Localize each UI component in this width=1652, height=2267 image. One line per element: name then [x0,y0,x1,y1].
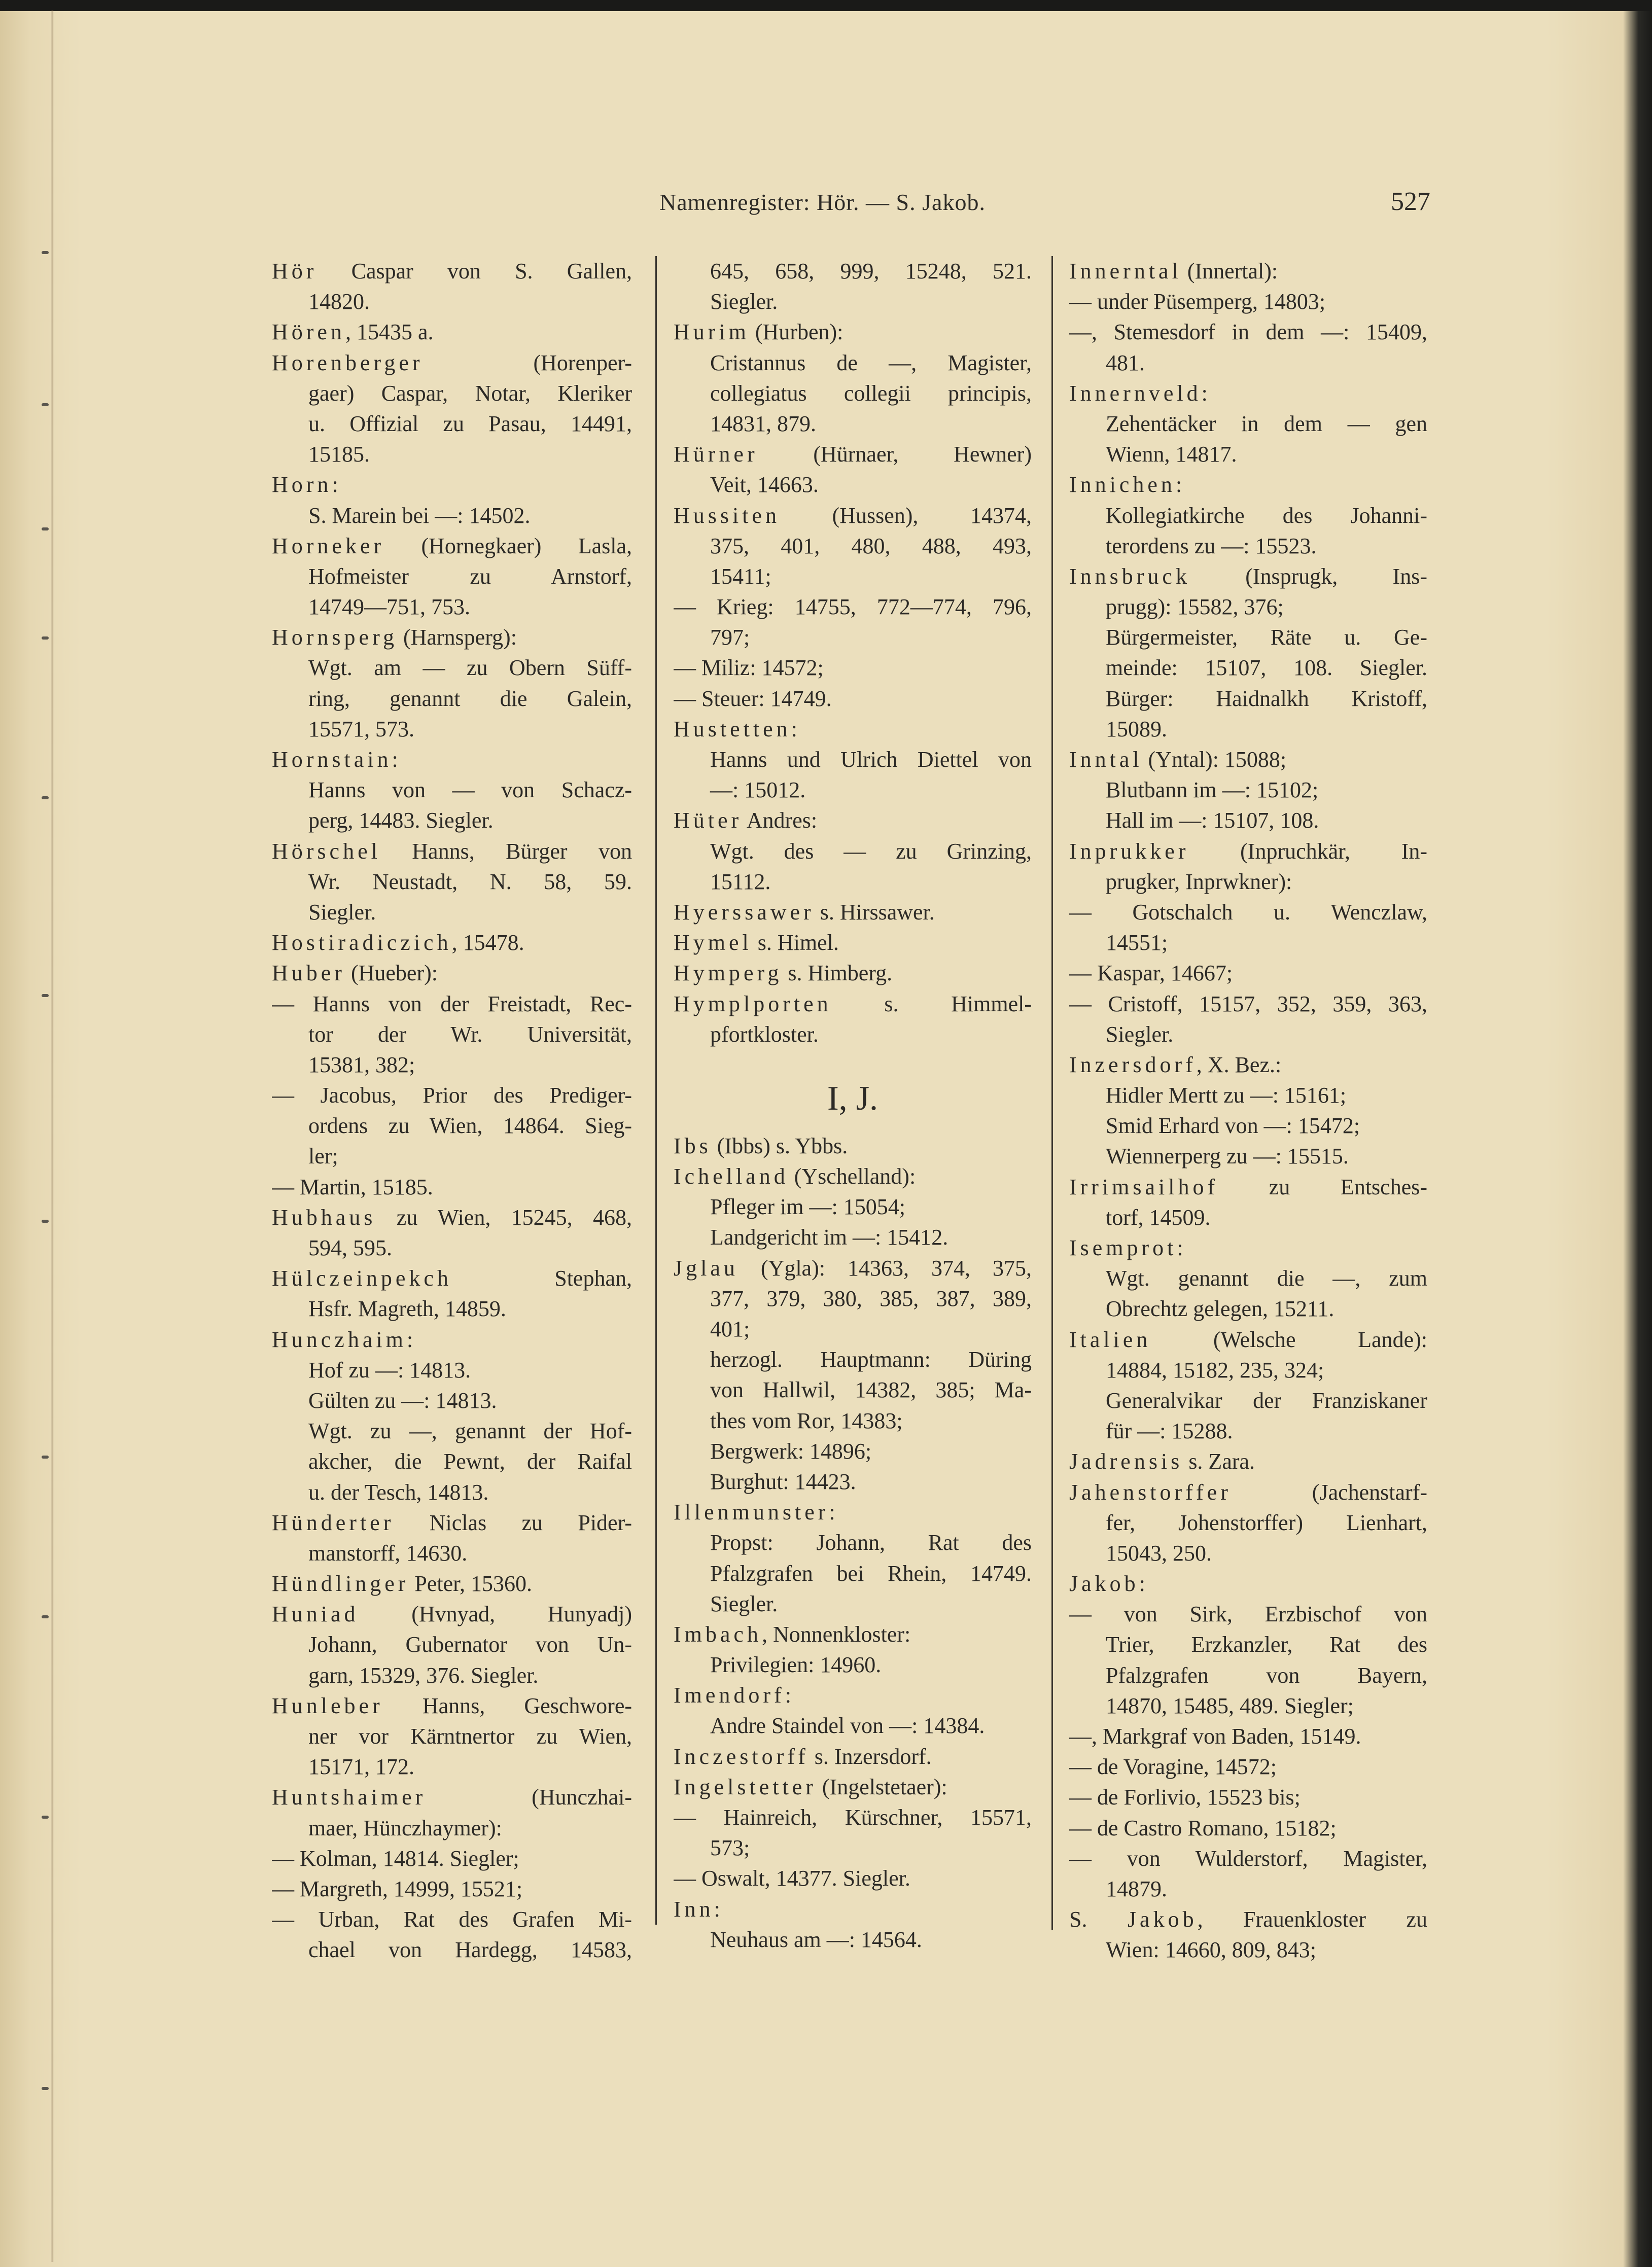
margin-mark [42,251,49,254]
index-line: — Kolman, 14814. Siegler; [272,1846,519,1871]
headword: Jakob [1069,1571,1139,1597]
index-line: —, Stemesdorf in dem —: 15409, [1069,320,1427,345]
index-line: Siegler. [308,899,376,925]
index-line: Wgt. des — zu Grinzing, [710,838,1032,864]
index-entry-line: Innerntal (Innertal): [1069,259,1278,284]
headword: Hör [272,259,318,284]
index-entry-line: Hyerssawer s. Hirssawer. [674,899,935,925]
index-line: — Steuer: 14749. [674,686,832,711]
margin-mark [42,1615,49,1618]
index-line: chael von Hardegg, 14583, [308,1937,632,1963]
index-line: Kollegiatkirche des Johanni- [1106,503,1427,528]
index-line: perg, 14483. Siegler. [308,808,494,833]
headword: Inntal [1069,747,1143,772]
index-line: thes vom Ror, 14383; [710,1408,903,1433]
index-entry-line: Jahenstorffer (Jachenstarf- [1069,1479,1427,1505]
index-line: von Hallwil, 14382, 385; Ma- [710,1377,1032,1403]
index-line: 15411; [710,563,771,589]
index-line: 797; [710,625,750,650]
index-line: prugg): 15582, 376; [1106,594,1284,620]
column-rule [1051,256,1053,1930]
index-line: Hsfr. Magreth, 14859. [308,1296,506,1322]
headword: Innerntal [1069,259,1182,284]
index-entry-line: Imendorf: [674,1683,791,1708]
index-line: —: 15012. [710,777,806,803]
index-line: Hof zu —: 14813. [308,1357,471,1383]
index-line: Wgt. am — zu Obern Süff- [308,655,632,681]
page-number: 527 [1391,187,1430,216]
headword: Italien [1069,1327,1151,1352]
headword: Innichen [1069,472,1176,498]
index-line: 573; [710,1835,750,1861]
index-line: — Jacobus, Prior des Prediger- [272,1083,632,1108]
index-entry-line: Hymperg s. Himberg. [674,961,893,986]
index-entry-line: Inzersdorf, X. Bez.: [1069,1052,1282,1077]
headword: Hunleber [272,1693,383,1718]
index-line: Bürgermeister, Räte u. Ge- [1106,625,1427,650]
index-line: Pfalzgrafen bei Rhein, 14749. [710,1561,1032,1586]
index-line: Veit, 14663. [710,472,819,498]
index-line: Wiennerperg zu —: 15515. [1106,1144,1349,1169]
index-entry-line: Ibs (Ibbs) s. Ybbs. [674,1133,848,1158]
headword: Hürner [674,442,758,467]
index-column-1 [272,256,632,1966]
index-entry-line: Inprukker (Inpruchkär, In- [1069,838,1427,864]
index-line: herzogl. Hauptmann: Düring [710,1347,1032,1372]
headword: Ichelland [674,1164,789,1189]
index-line: 15381, 382; [308,1052,415,1077]
index-entry-line: Hunleber Hanns, Geschwore- [272,1693,632,1718]
index-line: Burghut: 14423. [710,1469,856,1494]
headword: Innernveld [1069,380,1202,406]
index-line: Hofmeister zu Arnstorf, [308,563,632,589]
index-entry-line: Hymel s. Himel. [674,930,839,955]
index-entry-line: Jadrensis s. Zara. [1069,1449,1255,1474]
index-line: — under Püsemperg, 14803; [1069,289,1326,314]
index-line: — Martin, 15185. [272,1174,433,1199]
index-line: — Oswalt, 14377. Siegler. [674,1866,910,1891]
index-line: Privilegien: 14960. [710,1652,882,1678]
index-entry-line: Ingelstetter (Ingelstetaer): [674,1774,947,1799]
index-line: Trier, Erzkanzler, Rat des [1106,1632,1427,1657]
index-entry-line: Jglau (Ygla): 14363, 374, 375, [674,1255,1032,1281]
index-line: Blutbann im —: 15102; [1106,777,1319,803]
index-entry-line: Hymplporten s. Himmel- [674,991,1032,1016]
index-line: manstorff, 14630. [308,1540,468,1566]
index-line: 481. [1106,350,1145,375]
index-line: Bergwerk: 14896; [710,1438,872,1464]
index-line: tor der Wr. Universität, [308,1021,632,1047]
index-line: 14879. [1106,1876,1167,1901]
index-line: Hanns von — von Schacz- [308,777,632,803]
index-line: Hall im —: 15107, 108. [1106,808,1319,833]
index-line: für —: 15288. [1106,1419,1233,1444]
headword: Innsbruck [1069,563,1190,589]
index-line: — von Sirk, Erzbischof von [1069,1602,1427,1627]
index-entry-line: Ichelland (Yschelland): [674,1164,916,1189]
margin-mark [42,636,49,640]
index-line: 14551; [1106,930,1168,955]
index-entry-line: Hüter Andres: [674,808,818,833]
index-line: — Gotschalch u. Wenczlaw, [1069,899,1427,925]
headword: Hyerssawer [674,899,815,925]
headword: Horneker [272,533,385,558]
index-line: — Urban, Rat des Grafen Mi- [272,1907,632,1932]
index-line: collegiatus collegii principis, [710,380,1032,406]
index-entry-line: Innsbruck (Insprugk, Ins- [1069,563,1427,589]
index-entry-line: Hornstain: [272,747,398,772]
margin-mark [42,994,49,997]
index-line: 594, 595. [308,1235,392,1260]
index-line: torf, 14509. [1106,1205,1211,1230]
index-line: prugker, Inprwkner): [1106,869,1292,894]
index-column-2 [674,256,1032,1955]
index-column-3 [1069,256,1427,1966]
index-entry-line: Inn: [674,1896,720,1922]
headword: Inn [674,1896,714,1922]
index-line: —, Markgraf von Baden, 15149. [1069,1724,1361,1749]
headword: Hüter [674,808,743,833]
index-line: u. der Tesch, 14813. [308,1479,489,1505]
index-line: 15571, 573. [308,716,414,741]
index-line: — Hainreich, Kürschner, 15571, [674,1805,1032,1830]
index-line: Siegler. [710,1591,778,1616]
index-line: Pfalzgrafen von Bayern, [1106,1662,1427,1688]
index-line: Cristannus de —, Magister, [710,350,1032,375]
index-line: ler; [308,1144,338,1169]
margin-mark [42,1816,49,1819]
section-heading: I, J. [827,1078,878,1117]
headword: Hussiten [674,503,780,528]
headword: Huntshaimer [272,1785,427,1810]
headword: Hornstain [272,747,392,772]
index-line: 14749—751, 753. [308,594,470,620]
index-entry-line: Illenmunster: [674,1500,835,1525]
index-entry-line: Hustetten: [674,716,797,741]
headword: Hören [272,320,345,345]
index-line: terordens zu —: 15523. [1106,533,1317,558]
index-entry-line: Innernveld: [1069,380,1208,406]
index-line: Zehentäcker in dem — gen [1106,411,1427,436]
index-line: — Kaspar, 14667; [1069,961,1233,986]
index-line: — Margreth, 14999, 15521; [272,1876,523,1901]
index-line: 377, 379, 380, 385, 387, 389, [710,1286,1032,1311]
index-entry-line: Italien (Welsche Lande): [1069,1327,1427,1352]
index-entry-line: Hörschel Hanns, Bürger von [272,838,632,864]
index-entry-line: Hünderter Niclas zu Pider- [272,1510,632,1535]
index-line: 14884, 15182, 235, 324; [1106,1357,1324,1383]
index-line: Johann, Gubernator von Un- [308,1632,632,1657]
index-entry-line: Hostiradiczich, 15478. [272,930,524,955]
index-entry-line: Hülczeinpekch Stephan, [272,1266,632,1291]
headword: Inczestorff [674,1744,809,1769]
headword: Huber [272,961,345,986]
index-line: Neuhaus am —: 14564. [710,1927,922,1952]
headword: Hymel [674,930,752,955]
index-line: Wien: 14660, 809, 843; [1106,1937,1316,1963]
index-line: Wr. Neustadt, N. 58, 59. [308,869,632,894]
index-line: 14831, 879. [710,411,816,436]
index-line: akcher, die Pewnt, der Raifal [308,1449,632,1474]
index-line: Wgt. zu —, genannt der Hof- [308,1419,632,1444]
headword: Ibs [674,1133,712,1158]
headword: Ingelstetter [674,1774,817,1799]
index-entry-line: Irrimsailhof zu Entsches- [1069,1174,1427,1199]
headword: Irrimsailhof [1069,1174,1219,1199]
index-line: 14820. [308,289,370,314]
index-entry-line: Huntshaimer (Hunczhai- [272,1785,632,1810]
headword: Hülczeinpekch [272,1266,452,1291]
index-entry-line: Horn: [272,472,338,498]
index-line: — Hanns von der Freistadt, Rec- [272,991,632,1016]
index-entry-line: S. Jakob, Frauenkloster zu [1069,1907,1427,1932]
index-line: Hanns und Ulrich Diettel von [710,747,1032,772]
index-entry-line: Hunczhaim: [272,1327,413,1352]
index-entry-line: Hündlinger Peter, 15360. [272,1571,533,1597]
page-gutter [51,10,54,2262]
margin-mark [42,2087,49,2090]
headword: Hündlinger [272,1571,409,1597]
headword: Hurim [674,320,750,345]
index-entry-line: Huniad (Hvnyad, Hunyadj) [272,1602,632,1627]
index-entry-line: Innichen: [1069,472,1182,498]
index-entry-line: Hürner (Hürnaer, Hewner) [674,442,1032,467]
index-line: Obrechtz gelegen, 15211. [1106,1296,1334,1322]
index-line: 14870, 15485, 489. Siegler; [1106,1693,1354,1718]
index-line: ring, genannt die Galein, [308,686,632,711]
index-line: ner vor Kärntnertor zu Wien, [308,1724,632,1749]
headword: Hünderter [272,1510,395,1535]
index-line: 15171, 172. [308,1754,414,1780]
index-line: — Miliz: 14572; [674,655,824,681]
index-line: — de Forlivio, 15523 bis; [1069,1785,1300,1810]
index-line: 645, 658, 999, 15248, 521. [710,259,1032,284]
headword: Imendorf [674,1683,785,1708]
index-line: Wienn, 14817. [1106,442,1237,467]
index-line: pfortkloster. [710,1021,819,1047]
scan-border [0,0,1652,11]
index-entry-line: Hör Caspar von S. Gallen, [272,259,632,284]
headword: Jahenstorffer [1069,1479,1232,1505]
index-line: garn, 15329, 376. Siegler. [308,1662,539,1688]
headword: Hunczhaim [272,1327,407,1352]
margin-mark [42,403,49,406]
index-entry-line: Hören, 15435 a. [272,320,434,345]
index-line: u. Offizial zu Pasau, 14491, [308,411,632,436]
index-line: gaer) Caspar, Notar, Kleriker [308,380,632,406]
headword: Hörschel [272,838,381,864]
index-line: meinde: 15107, 108. Siegler. [1106,655,1427,681]
headword: Hymperg [674,961,783,986]
headword: Imbach [674,1621,762,1647]
headword: Huniad [272,1602,359,1627]
margin-mark [42,796,49,799]
index-entry-line: Horneker (Hornegkaer) Lasla, [272,533,632,558]
index-line: 15185. [308,442,370,467]
index-entry-line: Horenberger (Horenper- [272,350,632,375]
index-line: 15089. [1106,716,1167,741]
index-entry-line: Hubhaus zu Wien, 15245, 468, [272,1205,632,1230]
index-entry-line: Huber (Hueber): [272,961,438,986]
index-line: Pfleger im —: 15054; [710,1194,905,1220]
headword: Illenmunster [674,1500,829,1525]
headword: Horn [272,472,332,498]
index-line: maer, Hünczhaymer): [308,1815,502,1840]
headword: Hostiradiczich [272,930,452,955]
index-line: 15112. [710,869,771,894]
index-line: Gülten zu —: 14813. [308,1388,497,1413]
index-line: Wgt. genannt die —, zum [1106,1266,1427,1291]
index-line: 401; [710,1317,750,1341]
index-line: Propst: Johann, Rat des [710,1530,1032,1555]
running-head: Namenregister: Hör. — S. Jakob. [659,189,986,215]
headword: Inprukker [1069,838,1189,864]
index-line: — de Voragine, 14572; [1069,1754,1277,1780]
index-line: — von Wulderstorf, Magister, [1069,1846,1427,1871]
index-entry-line: Inczestorff s. Inzersdorf. [674,1744,932,1769]
index-entry-line: Hussiten (Hussen), 14374, [674,503,1032,528]
margin-mark [42,1456,49,1459]
index-entry-line: Isemprot: [1069,1235,1183,1260]
index-line: Siegler. [710,289,778,314]
column-rule [655,256,657,1925]
headword: Isemprot [1069,1235,1177,1260]
index-line: fer, Johenstorffer) Lienhart, [1106,1510,1427,1535]
index-line: Smid Erhard von —: 15472; [1106,1113,1360,1139]
index-entry-line: Hornsperg (Harnsperg): [272,625,517,650]
index-line: — Cristoff, 15157, 352, 359, 363, [1069,991,1427,1016]
index-entry-line: Jakob: [1069,1571,1145,1597]
index-line: 375, 401, 480, 488, 493, [710,533,1032,558]
index-line: 15043, 250. [1106,1540,1212,1566]
headword: Hubhaus [272,1205,376,1230]
margin-mark [42,527,49,530]
headword: Hustetten [674,716,791,741]
headword: Jglau [674,1255,739,1281]
headword: Jakob [1127,1907,1198,1932]
index-entry-line: Imbach, Nonnenkloster: [674,1621,911,1647]
index-line: Andre Staindel von —: 14384. [710,1713,985,1739]
index-line: — Krieg: 14755, 772—774, 796, [674,594,1032,620]
headword: Inzersdorf [1069,1052,1197,1077]
index-line: Hidler Mertt zu —: 15161; [1106,1083,1347,1108]
index-line: Siegler. [1106,1021,1174,1047]
index-line: Bürger: Haidnalkh Kristoff, [1106,686,1427,711]
index-line: S. Marein bei —: 14502. [308,503,531,528]
index-line: ordens zu Wien, 14864. Sieg- [308,1113,632,1139]
index-line: Landgericht im —: 15412. [710,1225,948,1250]
headword: Horenberger [272,350,424,375]
margin-mark [42,1220,49,1223]
index-line: Generalvikar der Franziskaner [1106,1388,1427,1413]
index-entry-line: Hurim (Hurben): [674,320,843,345]
index-entry-line: Inntal (Yntal): 15088; [1069,747,1287,772]
headword: Hymplporten [674,991,832,1016]
headword: Jadrensis [1069,1449,1183,1474]
index-line: — de Castro Romano, 15182; [1069,1815,1337,1840]
headword: Hornsperg [272,625,398,650]
